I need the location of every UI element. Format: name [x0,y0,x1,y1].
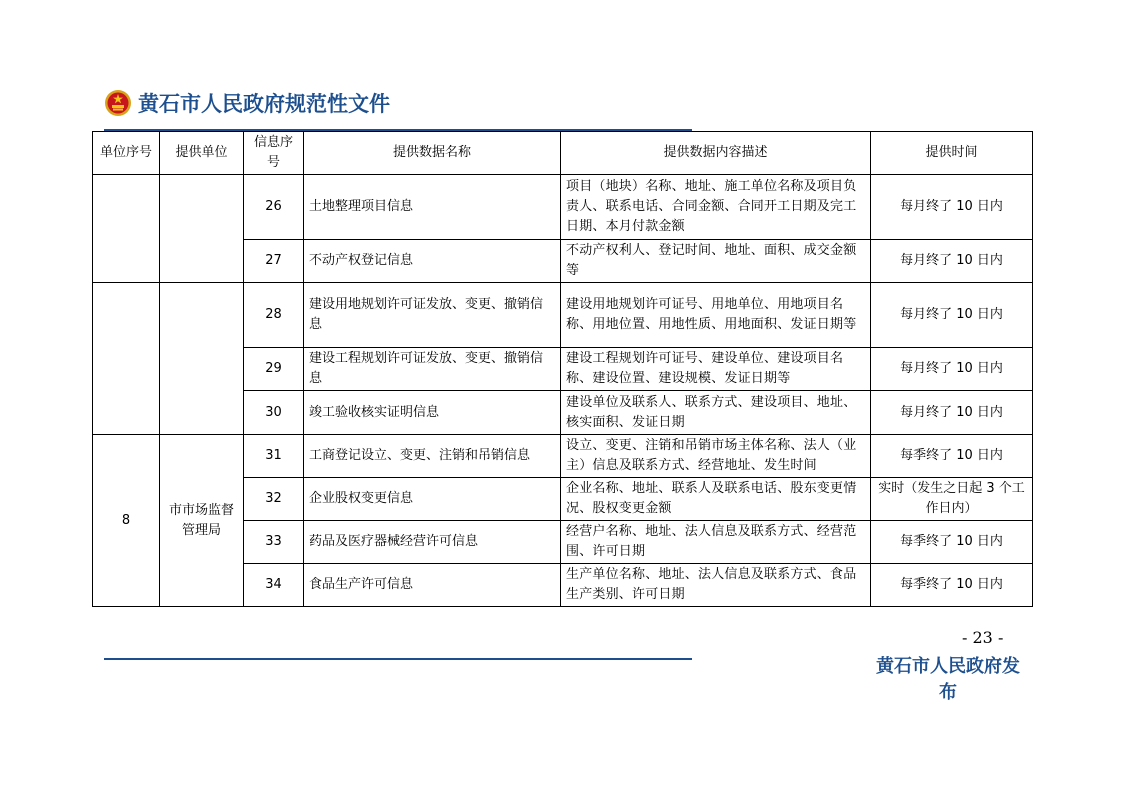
data-desc-cell: 项目（地块）名称、地址、施工单位名称及项目负责人、联系电话、合同金额、合同开工日期及完工日期、本月付款金额 [561,175,871,240]
table-row [93,435,1033,478]
info-seq-cell: 28 [244,283,304,348]
unit-seq-cell: 8 [93,435,160,607]
col-header-time: 提供时间 [871,132,1033,175]
data-desc-cell: 设立、变更、注销和吊销市场主体名称、法人（业主）信息及联系方式、经营地址、发生时间 [561,435,871,478]
time-cell: 每月终了 10 日内 [871,175,1033,240]
data-desc-cell: 建设单位及联系人、联系方式、建设项目、地址、核实面积、发证日期 [561,391,871,435]
table-row [93,175,1033,240]
data-desc-cell: 建设工程规划许可证号、建设单位、建设项目名称、建设位置、建设规模、发证日期等 [561,348,871,391]
unit-name-cell [160,283,244,435]
header-title: 黄石市人民政府规范性文件 [138,91,390,116]
info-seq-cell: 26 [244,175,304,240]
data-name-cell: 食品生产许可信息 [304,564,561,607]
footer-publisher: 黄石市人民政府发布 [876,656,1020,703]
data-name-cell: 建设用地规划许可证发放、变更、撤销信息 [304,283,561,348]
time-cell: 每月终了 10 日内 [871,391,1033,435]
data-name-cell: 药品及医疗器械经营许可信息 [304,521,561,564]
national-emblem-icon [104,89,132,117]
info-seq-cell: 34 [244,564,304,607]
unit-seq-cell [93,175,160,283]
unit-name-cell: 市市场监督管理局 [160,435,244,607]
data-name-cell: 不动产权登记信息 [304,240,561,283]
time-cell: 每季终了 10 日内 [871,435,1033,478]
time-cell: 每季终了 10 日内 [871,564,1033,607]
unit-name-cell [160,175,244,283]
table-header-row [93,132,1033,175]
info-seq-cell: 32 [244,478,304,521]
time-cell: 实时（发生之日起 3 个工作日内） [871,478,1033,521]
time-cell: 每月终了 10 日内 [871,240,1033,283]
col-header-data-desc: 提供数据内容描述 [561,132,871,175]
data-desc-cell: 不动产权利人、登记时间、地址、面积、成交金额等 [561,240,871,283]
info-seq-cell: 31 [244,435,304,478]
time-cell: 每季终了 10 日内 [871,521,1033,564]
data-desc-cell: 企业名称、地址、联系人及联系电话、股东变更情况、股权变更金额 [561,478,871,521]
info-seq-cell: 30 [244,391,304,435]
data-desc-cell: 生产单位名称、地址、法人信息及联系方式、食品生产类别、许可日期 [561,564,871,607]
col-header-unit: 提供单位 [160,132,244,175]
info-seq-cell: 27 [244,240,304,283]
data-desc-cell: 经营户名称、地址、法人信息及联系方式、经营范围、许可日期 [561,521,871,564]
time-cell: 每月终了 10 日内 [871,283,1033,348]
page-number: - 23 - [962,628,1004,647]
document-header [104,86,390,120]
info-seq-cell: 29 [244,348,304,391]
data-table [92,131,1033,607]
col-header-info-seq: 信息序号 [244,132,304,175]
col-header-data-name: 提供数据名称 [304,132,561,175]
col-header-unit-seq: 单位序号 [93,132,160,175]
table-row [93,283,1033,348]
data-name-cell: 企业股权变更信息 [304,478,561,521]
unit-seq-cell [93,283,160,435]
time-cell: 每月终了 10 日内 [871,348,1033,391]
data-name-cell: 土地整理项目信息 [304,175,561,240]
data-name-cell: 建设工程规划许可证发放、变更、撤销信息 [304,348,561,391]
data-desc-cell: 建设用地规划许可证号、用地单位、用地项目名称、用地位置、用地性质、用地面积、发证日期等 [561,283,871,348]
footer-divider [104,658,692,660]
info-seq-cell: 33 [244,521,304,564]
data-name-cell: 工商登记设立、变更、注销和吊销信息 [304,435,561,478]
data-name-cell: 竣工验收核实证明信息 [304,391,561,435]
